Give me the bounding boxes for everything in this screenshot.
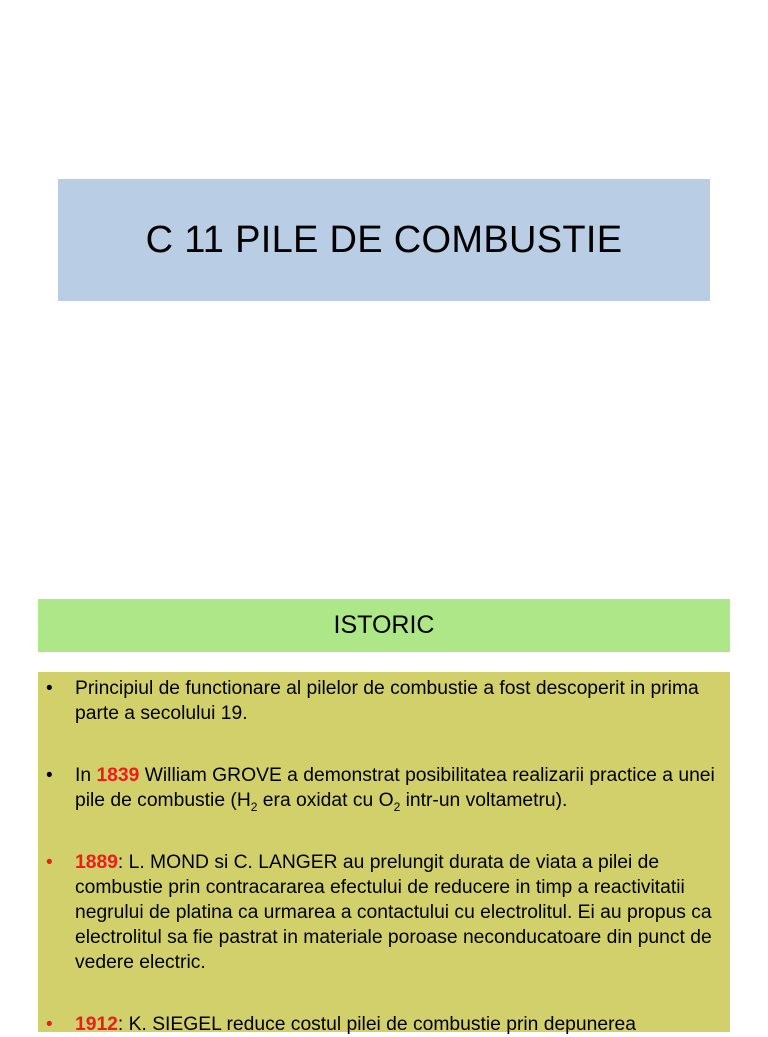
- bullet-text: Principiul de functionare al pilelor de combustie a fost descoperit in prima parte a secolului 19.: [75, 678, 699, 724]
- bullet-prefix: In: [75, 765, 97, 786]
- bullet-item-1: [38, 676, 718, 726]
- bullet-list: [38, 672, 730, 1037]
- content-panel: [38, 672, 730, 1035]
- year-highlight: 1912: [75, 1014, 118, 1035]
- bullet-dot: •: [46, 1014, 53, 1035]
- bullet-text: intr-un voltametru).: [400, 790, 568, 811]
- bullet-item-3: [38, 850, 718, 975]
- bullet-text: : K. SIEGEL reduce costul pilei de combustie prin depunerea: [117, 1014, 636, 1035]
- title-banner: [58, 179, 710, 301]
- slide-title: C 11 PILE DE COMBUSTIE: [145, 218, 623, 261]
- subscript: 2: [393, 799, 401, 814]
- bullet-text: William GROVE a demonstrat posibilitatea realizarii practice a unei pile de combustie (H: [75, 765, 715, 811]
- bullet-dot: •: [46, 678, 53, 699]
- bullet-item-2: [38, 763, 718, 813]
- bullet-text: era oxidat cu O: [257, 790, 394, 811]
- bullet-dot: •: [46, 852, 53, 873]
- year-highlight: 1839: [96, 765, 140, 786]
- section-header: ISTORIC: [333, 611, 435, 639]
- section-header-banner: [38, 599, 730, 652]
- bullet-dot: •: [46, 765, 53, 786]
- year-highlight: 1889: [75, 852, 118, 873]
- subscript: 2: [250, 799, 258, 814]
- bullet-item-4: [38, 1012, 718, 1037]
- bullet-text: : L. MOND si C. LANGER au prelungit durata de viata a pilei de combustie prin contracararea efectului de reducere in timp a reactivitatii negrului de platina ca urmarea a contactului cu electrolitul. Ei au propus ca electrolitul sa fie pastrat in materiale poroase neconducatoare din punct de vedere electric.: [75, 852, 712, 973]
